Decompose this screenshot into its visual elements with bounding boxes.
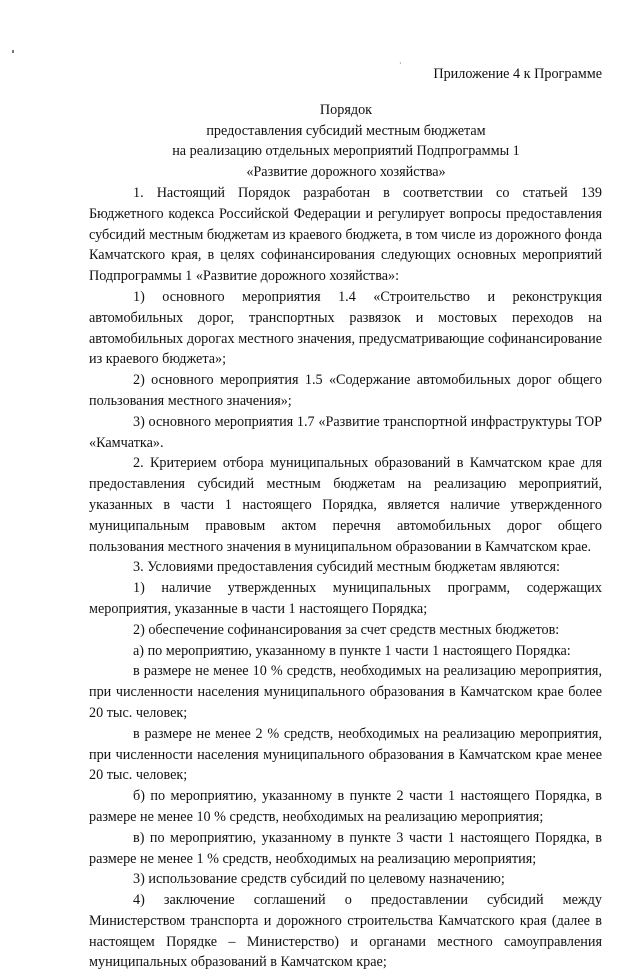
paragraph: б) по мероприятию, указанному в пункте 2 части 1 настоящего Порядка, в размере не менее 10 % средств, необходимых на реализацию мероприятия; <box>89 788 602 825</box>
scan-margin-mark <box>12 50 14 53</box>
paragraph: 3) основного мероприятия 1.7 «Развитие транспортной инфраструктуры ТОР «Камчатка». <box>89 413 602 451</box>
title-line-2: предоставления субсидий местным бюджетам <box>206 122 486 139</box>
paragraph: 1) основного мероприятия 1.4 «Строительство и реконструкция автомобильных дорог, транспортных развязок и мостовых переходов на автомобильных дорогах местного значения, предусматривающие софинансирование из краевого бюджета»; <box>89 288 602 368</box>
scan-speck: · <box>399 59 402 68</box>
paragraph: 1. Настоящий Порядок разработан в соответствии со статьей 139 Бюджетного кодекса Российской Федерации и регулирует вопросы предоставления субсидий местным бюджетам из краевого бюджета, в том числе из дорожного фонда Камчатского края, в целях софинансирования следующих основных мероприятий Подпрограммы 1 «Развитие дорожного хозяйства»: <box>89 185 602 285</box>
title-line-3: на реализацию отдельных мероприятий Подпрограммы 1 <box>172 143 520 159</box>
paragraph: в) по мероприятию, указанному в пункте 3 части 1 настоящего Порядка, в размере не менее 1 % средств, необходимых на реализацию мероприятия; <box>89 829 602 867</box>
paragraph: в размере не менее 2 % средств, необходимых на реализацию мероприятия, при численности населения муниципального образования в Камчатском крае менее 20 тыс. человек; <box>89 725 602 784</box>
paragraph: 2. Критерием отбора муниципальных образований в Камчатском крае для предоставления субсидий местным бюджетам на реализацию мероприятий, указанных в части 1 настоящего Порядка, является наличие утвержденного муниципальным правовым актом перечня автомобильных дорог общего пользования местного значения в муниципальном образовании в Камчатском крае. <box>89 455 602 555</box>
paragraph: 3) использование средств субсидий по целевому назначению; <box>133 871 505 888</box>
title-line-1: Порядок <box>319 102 373 118</box>
document-body <box>89 183 602 973</box>
paragraph: 3. Условиями предоставления субсидий местным бюджетам являются: <box>133 559 560 576</box>
paragraph: 2) основного мероприятия 1.5 «Содержание автомобильных дорог общего пользования местного значения»; <box>89 372 602 409</box>
title-line-4: «Развитие дорожного хозяйства» <box>246 163 446 180</box>
paragraph: в размере не менее 10 % средств, необходимых на реализацию мероприятия, при численности населения муниципального образования в Камчатском крае более 20 тыс. человек; <box>89 663 602 721</box>
paragraph: 4) заключение соглашений о предоставлении субсидий между Министерством транспорта и дорожного строительства Камчатского края (далее в настоящем Порядке – Министерство) и органами местного самоуправления муниципальных образований в Камчатском крае; <box>89 892 602 971</box>
document-title <box>120 100 572 182</box>
paragraph: 2) обеспечение софинансирования за счет средств местных бюджетов: <box>133 621 560 638</box>
paragraph: 1) наличие утвержденных муниципальных программ, содержащих мероприятия, указанные в части 1 настоящего Порядка; <box>89 580 602 617</box>
appendix-label: Приложение 4 к Программе <box>433 66 602 82</box>
paragraph: а) по мероприятию, указанному в пункте 1 части 1 настоящего Порядка: <box>133 642 571 659</box>
